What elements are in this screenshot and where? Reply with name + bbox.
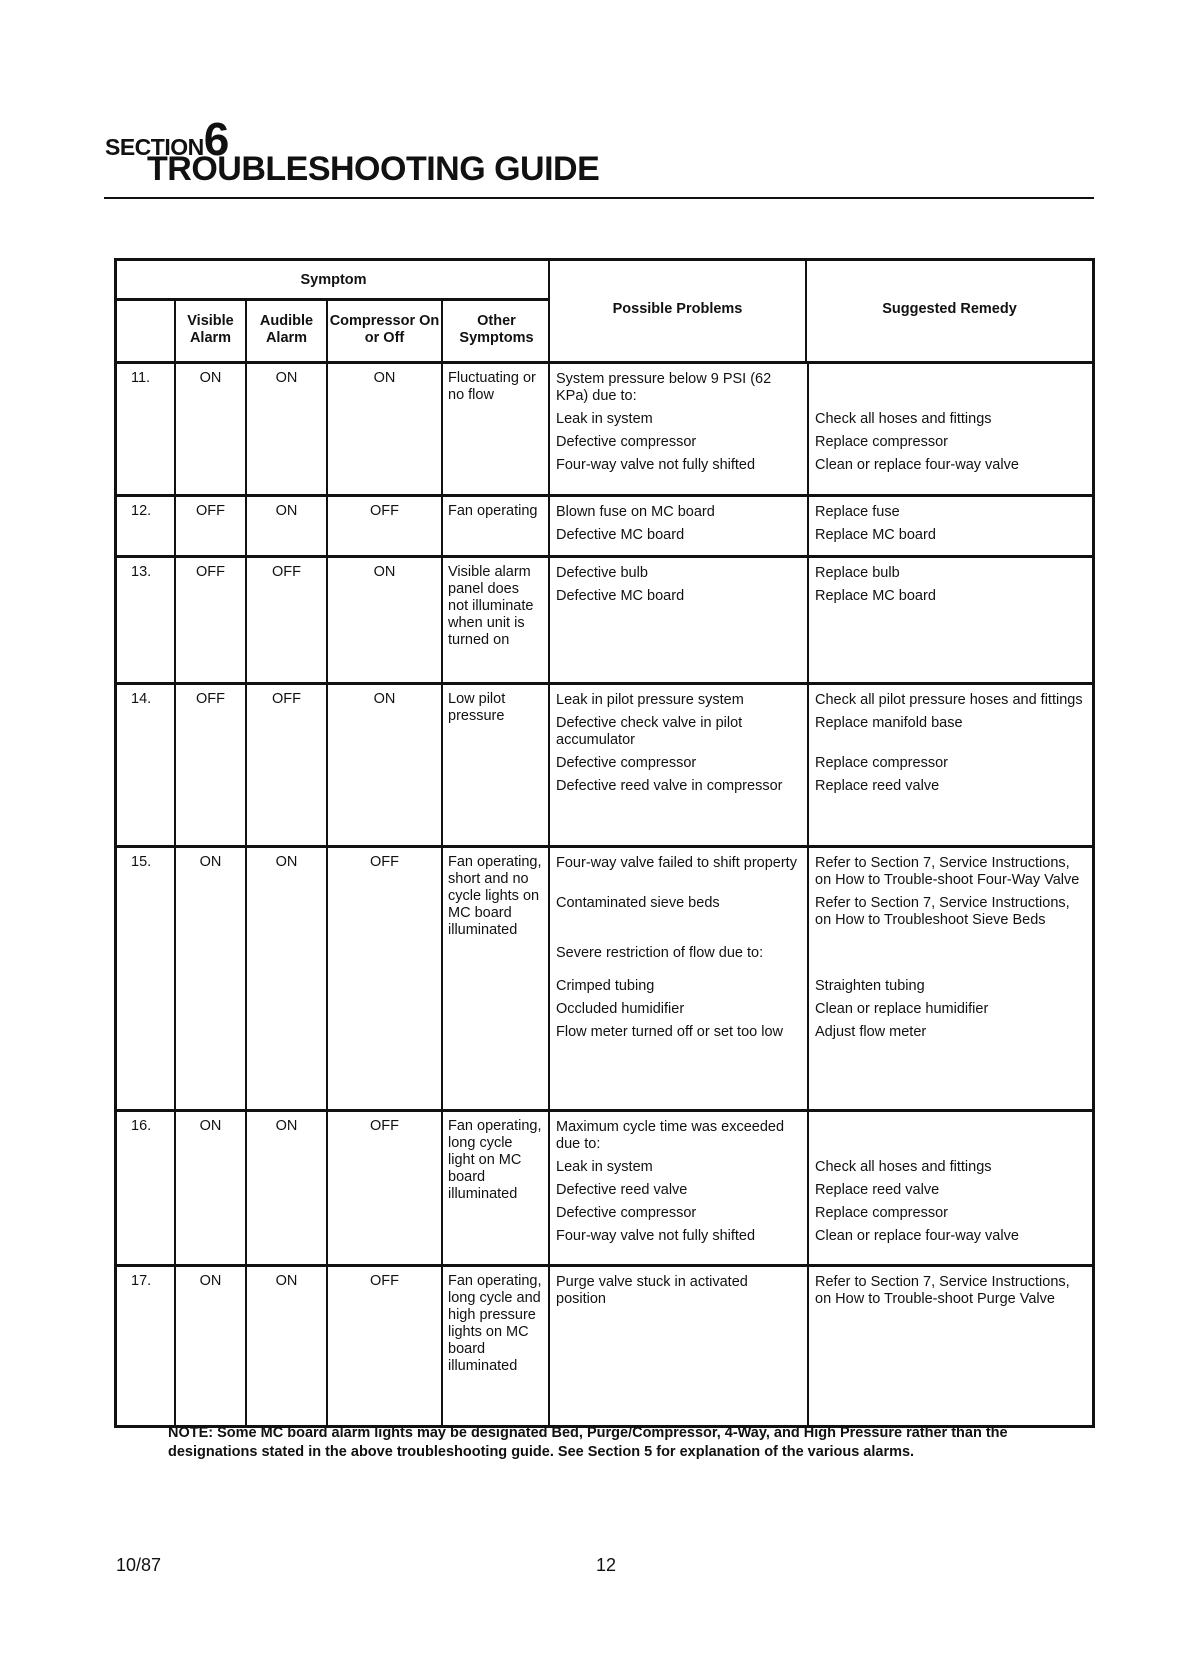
cell-filler <box>550 609 807 682</box>
possible-problem: Purge valve stuck in activated position <box>556 1274 748 1307</box>
cell-filler <box>550 1249 807 1264</box>
cell-filler <box>807 478 1092 494</box>
suggested-remedy: Replace compressor <box>807 432 1092 455</box>
possible-problem: Leak in system <box>556 1159 653 1175</box>
suggested-remedy: Refer to Section 7, Service Instructions, on How to Troubleshoot Sieve Beds <box>807 893 1092 943</box>
suggested-remedy: Adjust flow meter <box>807 1022 1092 1045</box>
audible-alarm-cell: ON <box>247 497 328 555</box>
audible-alarm-cell: ON <box>247 364 328 494</box>
table-note: NOTE: Some MC board alarm lights may be designated Bed, Purge/Compressor, 4-Way, and High Pressure rather than the designations stated in the above troubleshooting guide. See Section 5 for explanation of the various alarms. <box>168 1425 1008 1460</box>
row-number: 15. <box>117 848 176 1109</box>
problems-remedies <box>550 848 1092 1109</box>
cell-filler <box>807 1249 1092 1264</box>
audible-alarm-cell: ON <box>247 848 328 1109</box>
suggested-remedy: Refer to Section 7, Service Instructions, on How to Trouble-shoot Four-Way Valve <box>807 848 1092 893</box>
audible-alarm-cell: ON <box>247 1112 328 1264</box>
suggested-remedy: Check all pilot pressure hoses and fittings <box>807 685 1092 713</box>
compressor-header: Compressor On or Off <box>328 301 443 361</box>
suggested-remedy: Clean or replace humidifier <box>807 999 1092 1022</box>
table-row <box>117 1267 1092 1425</box>
possible-problem: Defective compressor <box>556 755 697 771</box>
possible-problem: Occluded humidifier <box>556 1001 685 1017</box>
table-row <box>117 364 1092 497</box>
footer-date: 10/87 <box>116 1555 162 1575</box>
suggested-remedy: Refer to Section 7, Service Instructions, on How to Trouble-shoot Purge Valve <box>807 1267 1092 1312</box>
possible-problem: Four-way valve not fully shifted <box>556 457 756 473</box>
cell-filler <box>807 609 1092 682</box>
possible-problem: Defective reed valve in compressor <box>556 778 783 794</box>
cell-filler <box>550 478 807 494</box>
possible-problem: Defective compressor <box>556 1205 697 1221</box>
visible-alarm-cell: ON <box>176 848 247 1109</box>
suggested-remedy: Replace MC board <box>807 586 1092 609</box>
problems-remedies <box>550 1112 1092 1264</box>
possible-problem: Defective check valve in pilot accumulator <box>556 715 743 748</box>
other-symptoms-cell: Fluctuating or no flow <box>443 364 550 494</box>
number-column-header <box>117 301 176 361</box>
suggested-remedy: Replace bulb <box>807 558 1092 586</box>
possible-problem: Leak in system <box>556 411 653 427</box>
table-row <box>117 558 1092 685</box>
possible-problem: Severe restriction of flow due to: <box>556 945 764 961</box>
compressor-cell: OFF <box>328 497 443 555</box>
title-divider <box>104 197 1094 199</box>
possible-problems-header: Possible Problems <box>550 261 807 361</box>
compressor-cell: ON <box>328 364 443 494</box>
possible-problem: Contaminated sieve beds <box>556 895 720 911</box>
compressor-cell: OFF <box>328 1112 443 1264</box>
visible-alarm-cell: ON <box>176 1112 247 1264</box>
other-symptoms-cell: Visible alarm panel does not illuminate when unit is turned on <box>443 558 550 682</box>
possible-problem: Blown fuse on MC board <box>556 504 715 520</box>
possible-problem: Defective MC board <box>556 588 685 604</box>
possible-problem: Defective MC board <box>556 527 685 543</box>
problems-remedies <box>550 685 1092 845</box>
suggested-remedy <box>807 943 1092 976</box>
row-number: 12. <box>117 497 176 555</box>
cell-filler <box>807 799 1092 845</box>
table-row <box>117 1112 1092 1267</box>
possible-problem: Defective bulb <box>556 565 648 581</box>
audible-alarm-header: Audible Alarm <box>247 301 328 361</box>
suggested-remedy <box>807 364 1092 409</box>
cell-filler <box>807 548 1092 555</box>
suggested-remedy: Replace compressor <box>807 753 1092 776</box>
suggested-remedy: Replace compressor <box>807 1203 1092 1226</box>
suggested-remedy: Replace manifold base <box>807 713 1092 753</box>
suggested-remedy <box>807 1112 1092 1157</box>
suggested-remedy: Replace fuse <box>807 497 1092 525</box>
suggested-remedy: Replace reed valve <box>807 776 1092 799</box>
table-row <box>117 685 1092 848</box>
problems-remedies <box>550 364 1092 494</box>
table-row <box>117 497 1092 558</box>
other-symptoms-cell: Fan operating <box>443 497 550 555</box>
audible-alarm-cell: OFF <box>247 558 328 682</box>
section-number: 6 <box>203 113 230 165</box>
row-number: 11. <box>117 364 176 494</box>
possible-problem: Defective compressor <box>556 434 697 450</box>
visible-alarm-cell: ON <box>176 1267 247 1425</box>
symptom-header-group <box>117 261 550 361</box>
visible-alarm-cell: ON <box>176 364 247 494</box>
possible-problem: System pressure below 9 PSI (62 KPa) due to: <box>556 371 772 404</box>
possible-problem: Maximum cycle time was exceeded due to: <box>556 1119 785 1152</box>
possible-problem: Defective reed valve <box>556 1182 688 1198</box>
possible-problem: Crimped tubing <box>556 978 655 994</box>
other-symptoms-cell: Fan operating, short and no cycle lights on MC board illuminated <box>443 848 550 1109</box>
symptom-header: Symptom <box>117 261 550 301</box>
troubleshooting-table <box>114 258 1095 1428</box>
table-row <box>117 848 1092 1112</box>
possible-problem: Four-way valve failed to shift property <box>556 855 797 871</box>
suggested-remedy: Clean or replace four-way valve <box>807 455 1092 478</box>
cell-filler <box>807 1312 1092 1425</box>
possible-problem: Leak in pilot pressure system <box>556 692 744 708</box>
visible-alarm-cell: OFF <box>176 497 247 555</box>
suggested-remedy: Straighten tubing <box>807 976 1092 999</box>
row-number: 14. <box>117 685 176 845</box>
visible-alarm-header: Visible Alarm <box>176 301 247 361</box>
cell-filler <box>550 799 807 845</box>
other-symptoms-header: Other Symptoms <box>459 313 534 346</box>
section-word: SECTION <box>105 134 204 160</box>
compressor-cell: ON <box>328 685 443 845</box>
problems-remedies <box>550 1267 1092 1425</box>
compressor-cell: OFF <box>328 1267 443 1425</box>
audible-alarm-cell: OFF <box>247 685 328 845</box>
suggested-remedy: Check all hoses and fittings <box>807 409 1092 432</box>
compressor-cell: ON <box>328 558 443 682</box>
visible-alarm-cell: OFF <box>176 558 247 682</box>
suggested-remedy-header: Suggested Remedy <box>882 301 1017 317</box>
table-body <box>117 364 1092 1425</box>
row-number: 13. <box>117 558 176 682</box>
row-number: 17. <box>117 1267 176 1425</box>
other-symptoms-cell: Low pilot pressure <box>443 685 550 845</box>
cell-filler <box>550 548 807 555</box>
row-number: 16. <box>117 1112 176 1264</box>
suggested-remedy: Clean or replace four-way valve <box>807 1226 1092 1249</box>
other-symptoms-cell: Fan operating, long cycle light on MC board illuminated <box>443 1112 550 1264</box>
audible-alarm-cell: ON <box>247 1267 328 1425</box>
problems-remedies <box>550 497 1092 555</box>
problems-remedies <box>550 558 1092 682</box>
compressor-cell: OFF <box>328 848 443 1109</box>
possible-problem: Flow meter turned off or set too low <box>556 1024 784 1040</box>
page-title: TROUBLESHOOTING GUIDE <box>147 150 600 188</box>
other-symptoms-cell: Fan operating, long cycle and high pressure lights on MC board illuminated <box>443 1267 550 1425</box>
cell-filler <box>807 1045 1092 1109</box>
suggested-remedy: Check all hoses and fittings <box>807 1157 1092 1180</box>
cell-filler <box>550 1312 807 1425</box>
suggested-remedy: Replace reed valve <box>807 1180 1092 1203</box>
possible-problem: Four-way valve not fully shifted <box>556 1228 756 1244</box>
suggested-remedy: Replace MC board <box>807 525 1092 548</box>
cell-filler <box>550 1045 807 1109</box>
visible-alarm-cell: OFF <box>176 685 247 845</box>
page-number: 12 <box>596 1555 617 1575</box>
table-header <box>117 261 1092 364</box>
